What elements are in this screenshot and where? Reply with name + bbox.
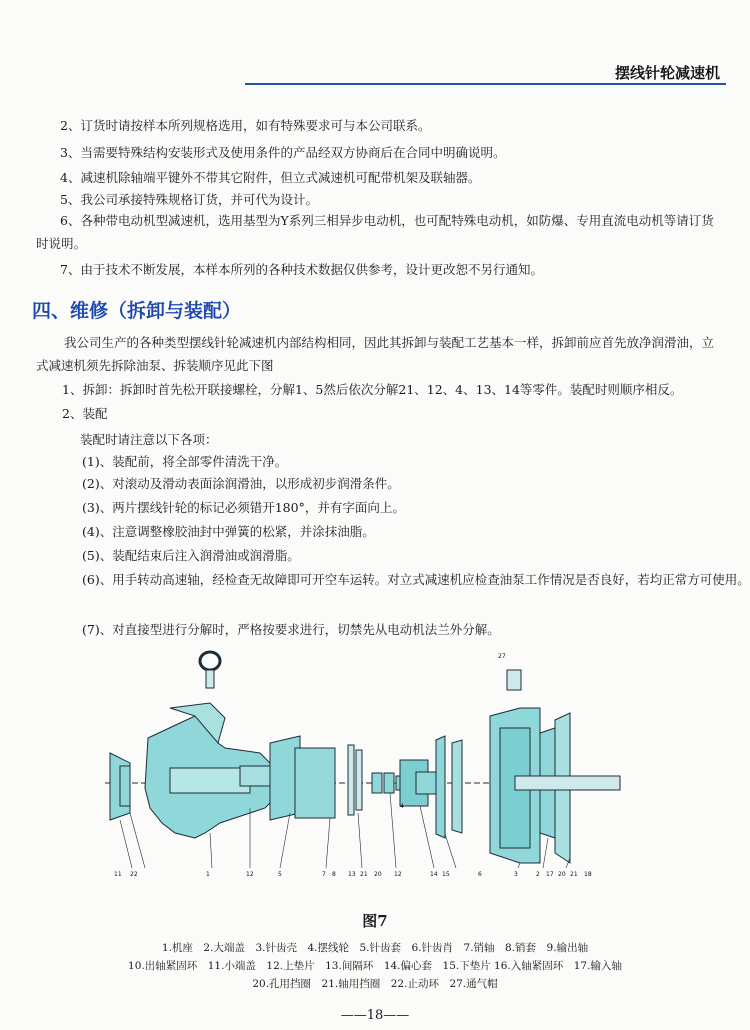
callout-21: 21 — [360, 871, 368, 878]
exploded-view-diagram — [100, 648, 625, 906]
note-5: 5、我公司承接特殊规格订货，并可代为设计。 — [60, 192, 318, 207]
assembly-item-3: (3)、两片摆线针轮的标记必须错开180°，并有字面向上。 — [82, 500, 405, 515]
legend-line-3: 20.孔用挡圈 21.轴用挡圈 22.止动环 27.通气帽 — [252, 978, 498, 990]
assembly-item-6: (6)、用手转动高速轴，经检查无故障即可开空车运转。对立式减速机应检查油泵工作情况是否良好，若均正常方可使用。 — [82, 572, 750, 587]
note-7: 7、由于技术不断发展，本样本所列的各种技术数据仅供参考，设计更改恕不另行通知。 — [60, 262, 543, 277]
callout-5: 5 — [278, 871, 282, 878]
callout-12b: 12 — [394, 871, 402, 878]
legend-line-2: 10.出轴紧固环 11.小端盖 12.上垫片 13.间隔环 14.偏心套 15.下垫片 16.入轴紧固环 17.输入轴 — [128, 960, 622, 972]
item-1: 1、拆卸：拆卸时首先松开联接螺栓，分解1、5然后依次分解21、12、4、13、14等零件。装配时则顺序相反。 — [62, 382, 683, 397]
assembly-item-7: (7)、对直接型进行分解时，严格按要求进行，切禁先从电动机法兰外分解。 — [82, 622, 500, 637]
callout-11: 11 — [114, 871, 122, 878]
figure-caption: 图7 — [362, 912, 388, 930]
note-6: 6、各种带电动机型减速机，选用基型为Y系列三相异步电动机，也可配特殊电动机，如防爆、专用直流电动机等请订货时说明。 — [36, 213, 714, 251]
part-breather — [507, 670, 521, 690]
callout-27: 27 — [498, 653, 506, 660]
callout-2: 2 — [536, 871, 540, 878]
callout-18: 18 — [584, 871, 592, 878]
part-pins — [348, 745, 362, 815]
callout-7: 7 — [322, 871, 326, 878]
assembly-item-4: (4)、注意调整橡胶油封中弹簧的松紧，并涂抹油脂。 — [82, 524, 375, 539]
section-intro: 我公司生产的各种类型摆线针轮减速机内部结构相同，因此其拆卸与装配工艺基本一样，拆卸前应首先放净润滑油，立式减速机须先拆除油泵、拆装顺序见此下图 — [36, 335, 715, 373]
callout-15: 15 — [442, 871, 450, 878]
eye-bolt — [200, 652, 220, 688]
assembly-item-1: (1)、装配前，将全部零件清洗干净。 — [82, 454, 288, 469]
page-number: ——18—— — [340, 1008, 410, 1023]
callout-4: 4 — [400, 803, 404, 810]
callout-20b: 20 — [558, 871, 566, 878]
callout-13: 13 — [348, 871, 356, 878]
note-4: 4、减速机除轴端平键外不带其它附件，但立式减速机可配带机架及联轴器。 — [60, 170, 481, 185]
part-cycloid-disc — [436, 736, 445, 838]
note-2: 2、订货时请按样本所列规格选用，如有特殊要求可与本公司联系。 — [60, 118, 431, 133]
page-number-value: 18 — [366, 1008, 384, 1023]
assembly-intro: 装配时请注意以下各项： — [80, 432, 218, 447]
callout-21b: 21 — [570, 871, 578, 878]
callout-1: 1 — [206, 871, 210, 878]
callout-12: 12 — [246, 871, 254, 878]
header-rule — [245, 83, 726, 85]
item-2: 2、装配 — [62, 406, 108, 421]
assembly-item-2: (2)、对滚动及滑动表面涂润滑油，以形成初步润滑条件。 — [82, 476, 400, 491]
callout-8: 8 — [332, 871, 336, 878]
callout-20: 20 — [374, 871, 382, 878]
legend-line-1: 1.机座 2.大端盖 3.针齿壳 4.摆线轮 5.针齿套 6.针齿肖 7.销轴 8.销套 9.输出轴 — [161, 942, 589, 954]
callout-6: 6 — [478, 871, 482, 878]
note-3: 3、当需要特殊结构安装形式及使用条件的产品经双方协商后在合同中明确说明。 — [60, 145, 506, 160]
header-title: 摆线针轮减速机 — [614, 64, 720, 82]
part-input-shaft — [515, 776, 620, 790]
callout-17: 17 — [546, 871, 554, 878]
part-washers — [372, 773, 404, 793]
section-title: 四、维修（拆卸与装配） — [32, 300, 242, 322]
assembly-item-5: (5)、装配结束后注入润滑油或润滑脂。 — [82, 548, 300, 563]
callout-22: 22 — [130, 871, 138, 878]
callout-14: 14 — [430, 871, 438, 878]
callout-3: 3 — [514, 871, 518, 878]
